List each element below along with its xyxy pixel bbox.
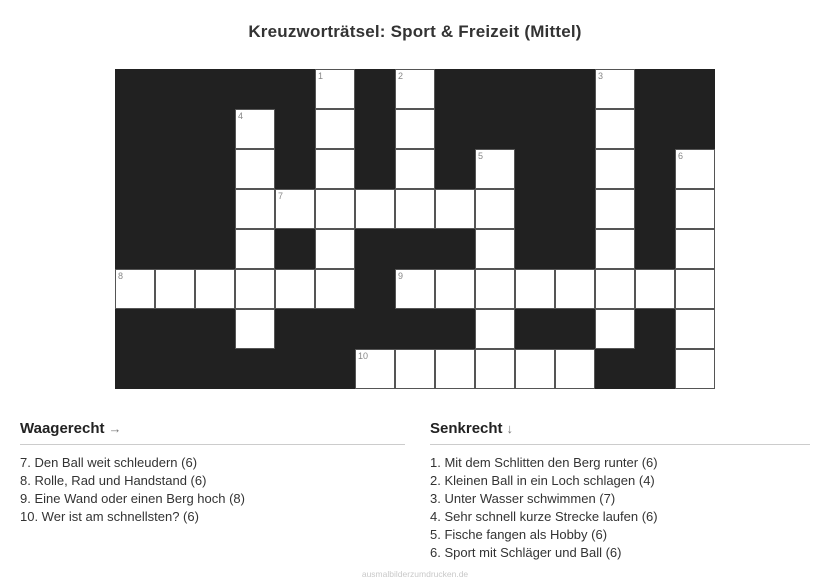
grid-block [195,349,235,389]
grid-block [635,349,675,389]
grid-cell[interactable] [395,269,435,309]
grid-cell[interactable] [395,69,435,109]
grid-cell[interactable] [235,149,275,189]
cell-number: 7 [278,191,284,201]
grid-cell[interactable] [475,349,515,389]
cell-number: 5 [478,151,484,161]
grid-cell[interactable] [235,229,275,269]
cell-number: 10 [358,351,369,361]
grid-block [635,229,675,269]
grid-block [435,69,475,109]
grid-block [635,309,675,349]
grid-cell[interactable] [475,189,515,229]
grid-cell[interactable] [435,269,475,309]
clues-section [20,420,810,562]
grid-block [555,309,595,349]
grid-block [635,109,675,149]
down-heading [430,420,810,445]
page-title: Kreuzworträtsel: Sport & Freizeit (Mittel) [248,22,582,41]
grid-cell[interactable] [675,309,715,349]
grid-block [235,349,275,389]
grid-block [155,149,195,189]
grid-cell[interactable] [115,269,155,309]
grid-cell[interactable] [555,269,595,309]
grid-block [275,349,315,389]
grid-block [115,109,155,149]
grid-block [195,109,235,149]
grid-cell[interactable] [155,269,195,309]
grid-block [155,189,195,229]
grid-cell[interactable] [315,189,355,229]
clue-item: 8. Rolle, Rad und Handstand (6) [20,473,207,488]
grid-block [635,189,675,229]
down-heading-label: Senkrecht [430,420,503,437]
cell-number: 6 [678,151,684,161]
grid-cell[interactable] [595,229,635,269]
grid-cell[interactable] [675,149,715,189]
grid-block [555,109,595,149]
grid-block [555,189,595,229]
grid-block [195,309,235,349]
grid-block [515,69,555,109]
grid-cell[interactable] [675,189,715,229]
grid-block [315,349,355,389]
down-clues-section [430,420,810,562]
grid-block [155,229,195,269]
grid-block [275,229,315,269]
grid-cell[interactable] [395,349,435,389]
grid-block [475,109,515,149]
grid-cell[interactable] [235,109,275,149]
clue-item: 3. Unter Wasser schwimmen (7) [430,491,616,506]
grid-block [155,69,195,109]
grid-cell[interactable] [595,309,635,349]
grid-block [195,149,235,189]
clue-item: 4. Sehr schnell kurze Strecke laufen (6) [430,509,658,524]
grid-block [355,229,395,269]
grid-cell[interactable] [315,109,355,149]
across-clue-list [20,454,405,526]
cell-number: 4 [238,111,244,121]
clue-item: 2. Kleinen Ball in ein Loch schlagen (4) [430,473,655,488]
grid-block [515,189,555,229]
grid-block [355,69,395,109]
grid-cell[interactable] [595,189,635,229]
grid-block [635,69,675,109]
grid-block [515,109,555,149]
grid-block [435,149,475,189]
down-arrow-icon: ↓ [506,421,514,436]
grid-cell[interactable] [315,269,355,309]
grid-block [195,229,235,269]
grid-block [155,349,195,389]
grid-block [675,109,715,149]
down-clue-list [430,454,810,562]
across-heading [20,420,405,445]
clue-item: 10. Wer ist am schnellsten? (6) [20,509,199,524]
grid-block [355,269,395,309]
grid-cell[interactable] [395,189,435,229]
grid-cell[interactable] [315,69,355,109]
across-heading-label: Waagerecht [20,420,105,437]
clue-item: 7. Den Ball weit schleudern (6) [20,455,198,470]
grid-block [395,229,435,269]
grid-cell[interactable] [595,109,635,149]
grid-block [435,109,475,149]
grid-block [115,149,155,189]
cell-number: 3 [598,71,604,81]
grid-block [355,109,395,149]
clue-item: 5. Fische fangen als Hobby (6) [430,527,608,542]
grid-cell[interactable] [235,309,275,349]
grid-block [555,149,595,189]
grid-cell[interactable] [595,69,635,109]
grid-cell[interactable] [435,349,475,389]
right-arrow-icon: → [108,421,122,436]
grid-cell[interactable] [475,269,515,309]
grid-cell[interactable] [235,269,275,309]
cell-number: 2 [398,71,404,81]
grid-cell[interactable] [275,189,315,229]
grid-block [275,149,315,189]
footer-watermark: ausmalbilderzumdrucken.de [361,569,469,579]
grid-block [515,229,555,269]
clue-item: 6. Sport mit Schläger und Ball (6) [430,545,622,560]
grid-block [635,149,675,189]
grid-block [595,349,635,389]
grid-block [115,349,155,389]
grid-cell[interactable] [675,229,715,269]
grid-block [355,309,395,349]
across-clues-section [20,420,405,562]
grid-block [115,189,155,229]
grid-cell[interactable] [635,269,675,309]
grid-block [275,309,315,349]
grid-block [555,69,595,109]
grid-block [555,229,595,269]
grid-block [515,309,555,349]
clue-item: 9. Eine Wand oder einen Berg hoch (8) [20,491,245,506]
grid-cell[interactable] [395,149,435,189]
grid-block [235,69,275,109]
grid-block [155,309,195,349]
grid-cell[interactable] [595,269,635,309]
grid-block [115,309,155,349]
grid-cell[interactable] [435,189,475,229]
grid-cell[interactable] [515,349,555,389]
grid-cell[interactable] [475,149,515,189]
grid-block [115,69,155,109]
grid-cell[interactable] [475,229,515,269]
grid-cell[interactable] [595,149,635,189]
cell-number: 1 [318,71,324,81]
grid-block [155,109,195,149]
grid-block [515,149,555,189]
grid-block [315,309,355,349]
grid-block [475,69,515,109]
grid-cell[interactable] [355,189,395,229]
grid-block [675,69,715,109]
grid-block [195,189,235,229]
grid-cell[interactable] [195,269,235,309]
grid-block [275,109,315,149]
grid-block [195,69,235,109]
cell-number: 9 [398,271,404,281]
grid-cell[interactable] [315,229,355,269]
clue-item: 1. Mit dem Schlitten den Berg runter (6) [430,455,658,470]
grid-cell[interactable] [235,189,275,229]
grid-block [115,229,155,269]
grid-block [395,309,435,349]
grid-block [355,149,395,189]
grid-cell[interactable] [275,269,315,309]
grid-cell[interactable] [475,309,515,349]
grid-cell[interactable] [515,269,555,309]
grid-cell[interactable] [675,269,715,309]
grid-cell[interactable] [555,349,595,389]
grid-cell[interactable] [315,149,355,189]
grid-cell[interactable] [395,109,435,149]
cell-number: 8 [118,271,124,281]
grid-cell[interactable] [675,349,715,389]
grid-block [435,229,475,269]
grid-block [275,69,315,109]
crossword-grid [115,69,715,389]
grid-block [435,309,475,349]
grid-cell[interactable] [355,349,395,389]
